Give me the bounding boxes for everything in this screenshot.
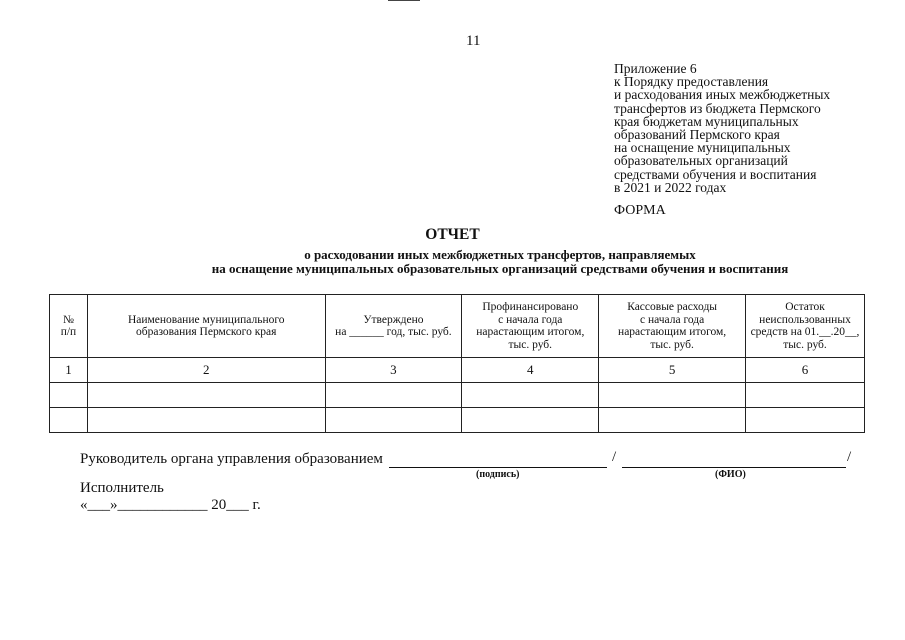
top-edge-line: [388, 0, 420, 1]
empty-cell: [462, 408, 599, 433]
empty-cell: [746, 408, 865, 433]
report-table: [49, 294, 865, 433]
page-number: 11: [466, 33, 481, 49]
appendix-line: и расходования иных межбюджетных: [614, 87, 831, 103]
empty-cell: [50, 383, 88, 408]
signature-separator: /: [612, 449, 617, 465]
empty-cell: [87, 408, 325, 433]
column-number-cell: 1: [50, 358, 88, 383]
document-title: ОТЧЕТ: [425, 226, 480, 243]
appendix-block: [614, 62, 894, 194]
header-cell-number: № п/п: [50, 295, 88, 358]
appendix-line: образовательных организаций: [614, 153, 788, 169]
signature-end-separator: /: [847, 449, 852, 465]
column-number-cell: 5: [599, 358, 746, 383]
appendix-line: края бюджетам муниципальных: [614, 113, 799, 129]
empty-cell: [325, 383, 462, 408]
document-subtitle: [100, 248, 900, 276]
table-header-row: [50, 295, 865, 358]
empty-cell: [87, 383, 325, 408]
form-label: ФОРМА: [614, 203, 666, 218]
appendix-line: трансфертов из бюджета Пермского: [614, 100, 821, 116]
header-cell-municipality: Наименование муниципального образования Пермского края: [87, 295, 325, 358]
head-signature-label: Руководитель органа управления образованием: [80, 451, 383, 467]
date-line: «___»____________ 20___ г.: [80, 497, 261, 513]
subtitle-line-1: о расходовании иных межбюджетных трансфертов, направляемых: [304, 247, 696, 262]
appendix-line: к Порядку предоставления: [614, 74, 769, 90]
header-cell-remainder: Остаток неиспользованных средств на 01.__.20__, тыс. руб.: [746, 295, 865, 358]
appendix-line: средствами обучения и воспитания: [614, 166, 817, 182]
header-cell-approved: Утверждено на ______ год, тыс. руб.: [325, 295, 462, 358]
empty-cell: [462, 383, 599, 408]
appendix-line: Приложение 6: [614, 61, 697, 76]
empty-cell: [746, 383, 865, 408]
empty-cell: [599, 408, 746, 433]
column-number-cell: 2: [87, 358, 325, 383]
column-number-cell: 3: [325, 358, 462, 383]
signature-caption: (подпись): [476, 469, 520, 480]
empty-cell: [325, 408, 462, 433]
column-number-cell: 6: [746, 358, 865, 383]
fio-caption: (ФИО): [715, 469, 746, 480]
table-row: [50, 383, 865, 408]
executor-label: Исполнитель: [80, 480, 164, 496]
signature-line: [389, 467, 607, 468]
appendix-line: образований Пермского края: [614, 127, 780, 143]
table-row: [50, 358, 865, 383]
header-cell-cash-expenses: Кассовые расходы с начала года нарастающим итогом, тыс. руб.: [599, 295, 746, 358]
subtitle-line-2: на оснащение муниципальных образовательных организаций средствами обучения и воспитания: [211, 261, 789, 276]
fio-line: [622, 467, 846, 468]
header-cell-financed: Профинансировано с начала года нарастающим итогом, тыс. руб.: [462, 295, 599, 358]
empty-cell: [599, 383, 746, 408]
appendix-line: в 2021 и 2022 годах: [614, 179, 727, 195]
appendix-line: на оснащение муниципальных: [614, 140, 791, 156]
empty-cell: [50, 408, 88, 433]
column-number-cell: 4: [462, 358, 599, 383]
table-row: [50, 408, 865, 433]
